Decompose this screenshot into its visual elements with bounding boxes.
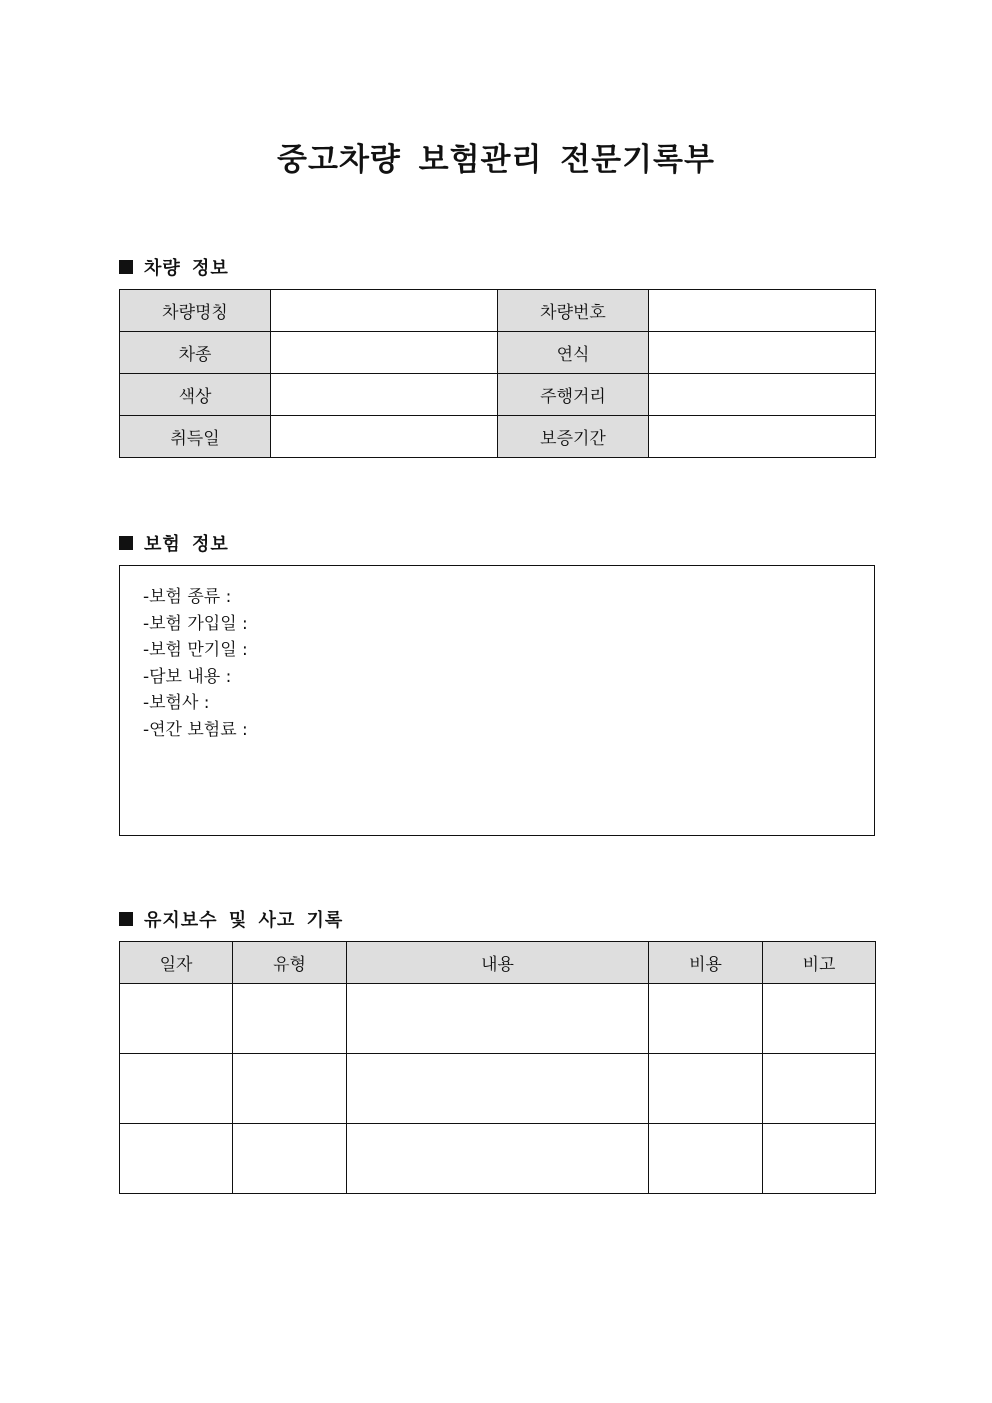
type-cell[interactable] [233,1124,347,1194]
section-heading-insurance-info [119,530,229,556]
section-heading-vehicle-info [119,254,229,280]
content-cell[interactable] [347,1124,649,1194]
type-cell[interactable] [233,1054,347,1124]
field-label: 색상 [120,374,271,416]
field-label: 차량번호 [498,290,649,332]
field-label: 차량명칭 [120,290,271,332]
vehicle-name-field[interactable] [271,290,498,332]
field-label: 보증기간 [498,416,649,458]
vehicle-info-table [119,289,876,458]
cost-cell[interactable] [649,1124,763,1194]
table-row [120,1054,876,1124]
insurer-item: -보험사 : [143,693,210,714]
table-row [120,332,876,374]
table-row [120,984,876,1054]
acquisition-date-field[interactable] [271,416,498,458]
warranty-period-field[interactable] [649,416,876,458]
insurance-type-item: -보험 종류 : [143,587,232,607]
date-cell[interactable] [120,1124,233,1194]
document-title: 중고차량 보험관리 전문기록부 [277,142,715,178]
column-header-type: 유형 [233,942,347,984]
cost-cell[interactable] [649,984,763,1054]
square-bullet-icon [119,912,133,926]
insurance-info-list [120,566,874,744]
insurance-info-box[interactable] [119,565,875,836]
maintenance-record-table [119,941,876,1194]
coverage-details-item: -담보 내용 : [143,666,232,687]
square-bullet-icon [119,260,133,274]
table-row [120,1124,876,1194]
mileage-field[interactable] [649,374,876,416]
column-header-date: 일자 [120,942,233,984]
vehicle-number-field[interactable] [649,290,876,332]
section-title: 차량 정보 [144,258,229,279]
remarks-cell[interactable] [763,1054,876,1124]
date-cell[interactable] [120,1054,233,1124]
remarks-cell[interactable] [763,984,876,1054]
table-row [120,290,876,332]
remarks-cell[interactable] [763,1124,876,1194]
field-label: 연식 [498,332,649,374]
section-title: 유지보수 및 사고 기록 [144,910,344,931]
square-bullet-icon [119,536,133,550]
table-row [120,416,876,458]
vehicle-type-field[interactable] [271,332,498,374]
table-header-row [120,942,876,984]
date-cell[interactable] [120,984,233,1054]
model-year-field[interactable] [649,332,876,374]
type-cell[interactable] [233,984,347,1054]
column-header-remarks: 비고 [763,942,876,984]
field-label: 주행거리 [498,374,649,416]
content-cell[interactable] [347,984,649,1054]
content-cell[interactable] [347,1054,649,1124]
field-label: 차종 [120,332,271,374]
insurance-expiry-date-item: -보험 만기일 : [143,640,248,661]
color-field[interactable] [271,374,498,416]
column-header-cost: 비용 [649,942,763,984]
cost-cell[interactable] [649,1054,763,1124]
field-label: 취득일 [120,416,271,458]
section-heading-maintenance [119,906,343,932]
column-header-content: 내용 [347,942,649,984]
section-title: 보험 정보 [144,534,229,555]
table-row [120,374,876,416]
annual-premium-item: -연간 보험료 : [143,719,248,740]
insurance-start-date-item: -보험 가입일 : [143,613,248,634]
